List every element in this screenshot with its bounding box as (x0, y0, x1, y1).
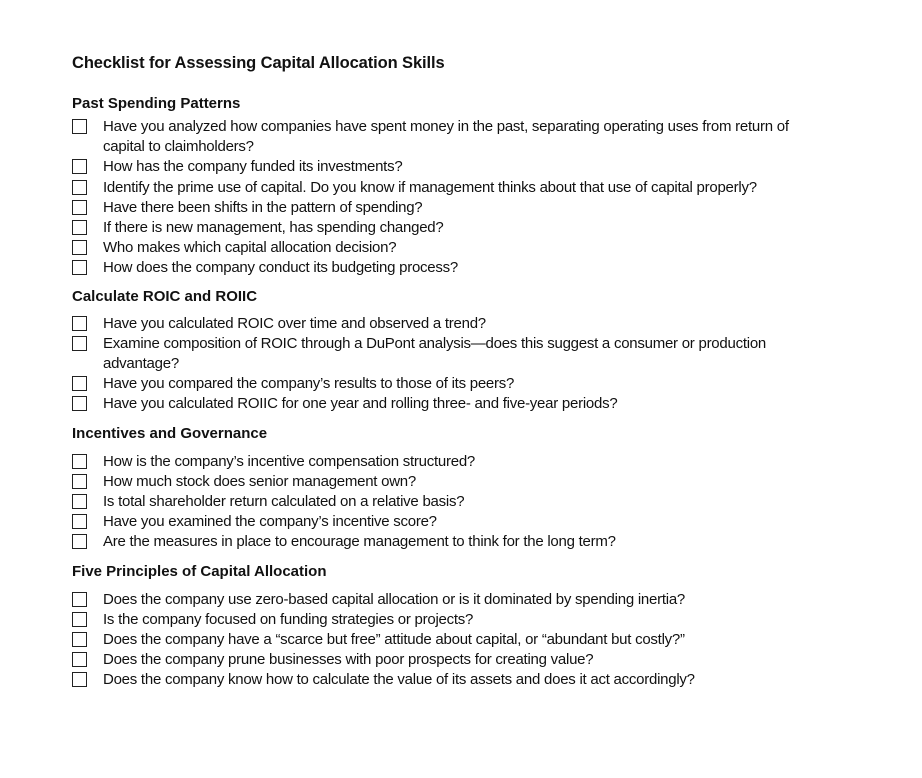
checklist-item-text: Does the company have a “scarce but free” attitude about capital, or “abundant but costly?” (103, 631, 685, 649)
checkbox-icon[interactable] (72, 534, 87, 549)
section-five-principles (72, 562, 832, 691)
checkbox-icon[interactable] (72, 220, 87, 235)
checklist-item (72, 492, 832, 512)
page-title: Checklist for Assessing Capital Allocation Skills (72, 54, 445, 72)
checklist-item (72, 238, 832, 258)
checkbox-icon[interactable] (72, 200, 87, 215)
checklist-item-text: Have you compared the company’s results to those of its peers? (103, 375, 515, 393)
checklist-item (72, 117, 832, 157)
checklist-item-text: If there is new management, has spending changed? (103, 219, 444, 237)
section-heading: Past Spending Patterns (72, 95, 241, 112)
checklist-item-text: Have you calculated ROIC over time and observed a trend? (103, 314, 486, 332)
checklist-page (72, 53, 832, 691)
checkbox-icon[interactable] (72, 652, 87, 667)
checklist-item (72, 157, 832, 177)
checklist-item (72, 334, 832, 374)
checkbox-icon[interactable] (72, 494, 87, 509)
section-calculate-roic-roiic (72, 287, 832, 415)
section-heading: Incentives and Governance (72, 424, 268, 442)
checklist-item-text: Is the company focused on funding strategies or projects? (103, 610, 474, 628)
checkbox-icon[interactable] (72, 376, 87, 391)
checkbox-icon[interactable] (72, 592, 87, 607)
section-incentives-governance (72, 424, 832, 553)
checklist-item (72, 590, 832, 610)
checklist-item-text: Are the measures in place to encourage management to think for the long term? (103, 533, 616, 551)
checkbox-icon[interactable] (72, 396, 87, 411)
checklist-item-text: Have you examined the company’s incentive score? (103, 513, 437, 531)
checklist-item (72, 472, 832, 492)
checklist-item (72, 218, 832, 238)
checklist-item-text: Identify the prime use of capital. Do you know if management thinks about that use of capital properly? (103, 178, 757, 196)
checkbox-icon[interactable] (72, 632, 87, 647)
section-heading: Five Principles of Capital Allocation (72, 562, 327, 580)
checklist (72, 117, 832, 279)
checklist-item (72, 670, 832, 690)
checkbox-icon[interactable] (72, 672, 87, 687)
checkbox-icon[interactable] (72, 159, 87, 174)
section-past-spending-patterns (72, 94, 832, 279)
checklist-item (72, 374, 832, 394)
checklist-item (72, 198, 832, 218)
checklist-item-text: How has the company funded its investments? (103, 158, 403, 176)
checklist-item (72, 610, 832, 630)
section-heading: Calculate ROIC and ROIIC (72, 287, 258, 305)
checklist-item-text: Does the company know how to calculate the value of its assets and does it act accordingly? (103, 671, 695, 689)
checklist-item-text: Have you analyzed how companies have spent money in the past, separating operating uses from return of capital to claimholders? (103, 118, 789, 156)
checkbox-icon[interactable] (72, 240, 87, 255)
checklist-item-text: Have there been shifts in the pattern of spending? (103, 198, 423, 216)
checklist-item-text: Does the company prune businesses with poor prospects for creating value? (103, 651, 594, 669)
checklist-item-text: Have you calculated ROIIC for one year and rolling three- and five-year periods? (103, 395, 618, 413)
checklist-item (72, 258, 832, 278)
checklist-item (72, 650, 832, 670)
checkbox-icon[interactable] (72, 316, 87, 331)
checklist-item (72, 452, 832, 472)
checklist-item-text: Examine composition of ROIC through a DuPont analysis—does this suggest a consumer or production advantage? (103, 334, 767, 373)
checkbox-icon[interactable] (72, 180, 87, 195)
checklist-item (72, 532, 832, 552)
checklist (72, 452, 832, 553)
checklist-item (72, 314, 832, 334)
checklist-item-text: How much stock does senior management own? (103, 472, 416, 490)
checkbox-icon[interactable] (72, 454, 87, 469)
checklist-item-text: Is total shareholder return calculated on a relative basis? (103, 493, 465, 511)
checkbox-icon[interactable] (72, 119, 87, 134)
checklist-item-text: Does the company use zero-based capital allocation or is it dominated by spending inertia? (103, 590, 686, 608)
checklist-item-text: How is the company’s incentive compensation structured? (103, 452, 476, 470)
checklist-item-text: How does the company conduct its budgeting process? (103, 259, 458, 277)
checklist-item (72, 630, 832, 650)
checklist (72, 314, 832, 415)
checklist-item (72, 178, 832, 198)
checklist-item (72, 512, 832, 532)
checkbox-icon[interactable] (72, 514, 87, 529)
checklist-item (72, 394, 832, 414)
checklist (72, 590, 832, 691)
checkbox-icon[interactable] (72, 336, 87, 351)
checkbox-icon[interactable] (72, 260, 87, 275)
checkbox-icon[interactable] (72, 612, 87, 627)
checkbox-icon[interactable] (72, 474, 87, 489)
checklist-item-text: Who makes which capital allocation decision? (103, 239, 397, 257)
